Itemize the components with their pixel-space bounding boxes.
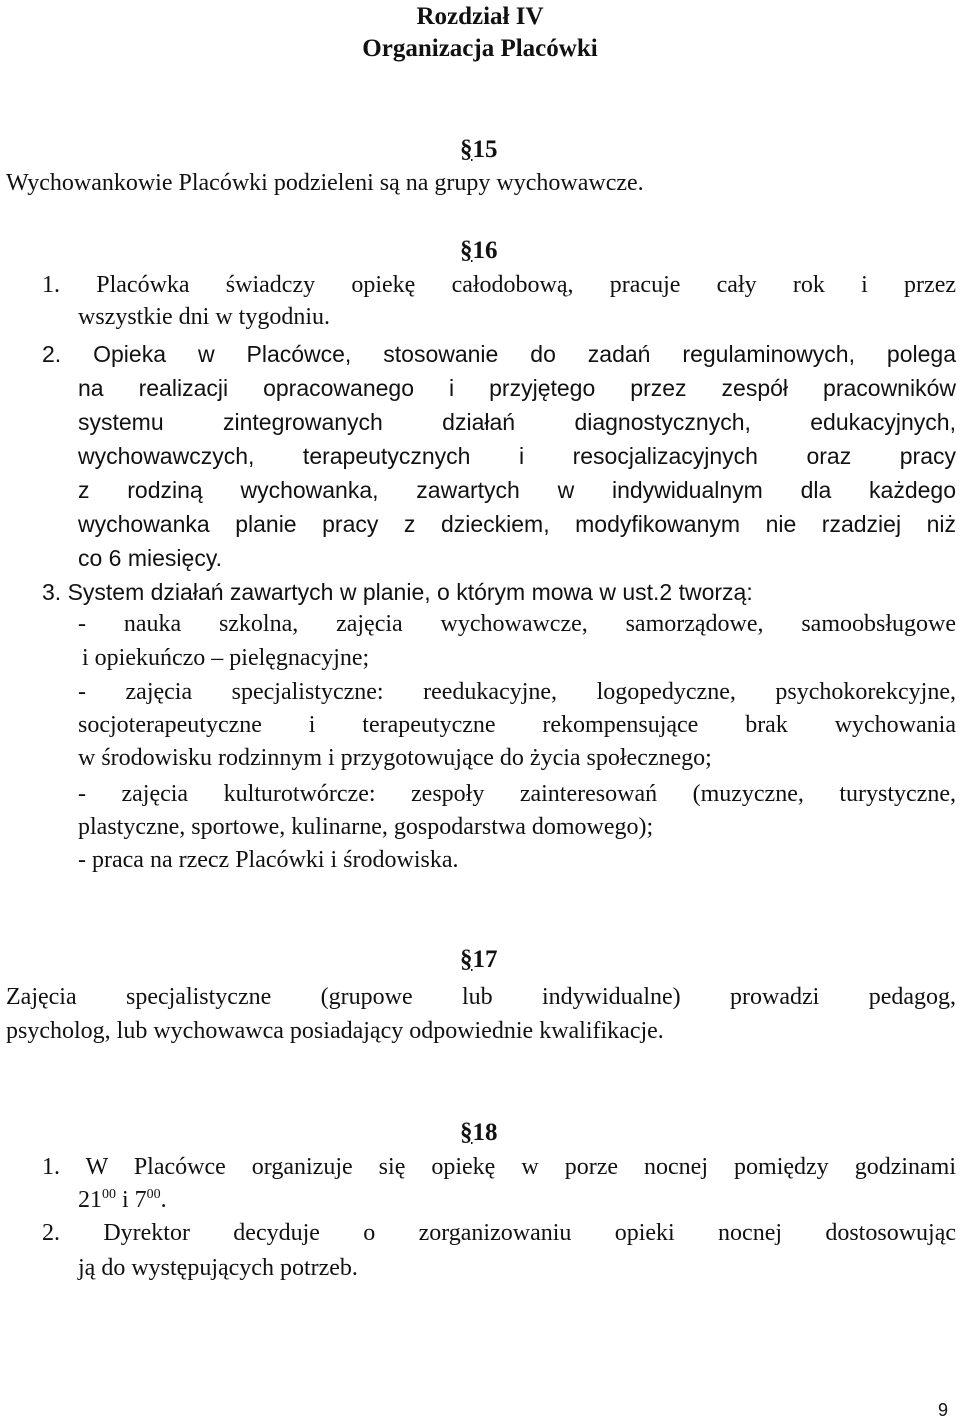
section-16-p1-line2: wszystkie dni w tygodniu. [78,304,330,330]
section-18-heading: §18 [460,1119,498,1146]
hour-start-minutes: 00 [102,1187,116,1202]
section-15-text: Wychowankowie Placówki podzieleni są na grupy wychowawcze. [6,170,644,196]
page-number: 9 [937,1400,948,1420]
hour-end-minutes: 00 [146,1187,161,1202]
section-15-heading: §15 [460,136,498,163]
section-16-p2-line1: 2. Opieka w Placówce, stosowanie do zadań regulaminowych, polega [42,341,956,367]
section-16-heading: §16 [460,237,498,264]
hour-start: 21 [78,1187,102,1213]
section-16-bullet4-line1: - praca na rzecz Placówki i środowiska. [78,847,459,873]
section-16-p2-line2: na realizacji opracowanego i przyjętego przez zespół pracowników [78,375,956,401]
section-16-bullet3-line1: - zajęcia kulturotwórcze: zespoły zainteresowań (muzyczne, turystyczne, [78,781,956,807]
section-18-p1-line2 [78,1185,167,1215]
section-17-line1: Zajęcia specjalistyczne (grupowe lub indywidualne) prowadzi pedagog, [6,984,956,1010]
section-16-p2-line3: systemu zintegrowanych działań diagnostycznych, edukacyjnych, [78,409,956,435]
section-16-bullet2-line1: - zajęcia specjalistyczne: reedukacyjne, logopedyczne, psychokorekcyjne, [78,679,956,705]
section-16-bullet2-line2: socjoterapeutyczne i terapeutyczne rekompensujące brak wychowania [78,712,956,738]
section-16-p2-line6: wychowanka planie pracy z dzieckiem, modyfikowanym nie rzadziej niż [78,511,956,537]
chapter-title: Rozdział IV [416,3,544,30]
section-18-p2-line1: 2. Dyrektor decyduje o zorganizowaniu opieki nocnej dostosowując [42,1220,956,1246]
sentence-end: . [160,1187,167,1213]
section-16-bullet3-line2: plastyczne, sportowe, kulinarne, gospodarstwa domowego); [78,814,654,840]
section-16-bullet2-line3: w środowisku rodzinnym i przygotowujące do życia społecznego; [78,745,712,771]
section-16-bullet1-line1: - nauka szkolna, zajęcia wychowawcze, samorządowe, samoobsługowe [78,611,956,637]
section-16-p1-line1: 1. Placówka świadczy opiekę całodobową, pracuje cały rok i przez [42,272,956,298]
chapter-subtitle: Organizacja Placówki [362,35,598,62]
section-18-p2-line2: ją do występujących potrzeb. [78,1255,358,1281]
section-17-heading: §17 [460,946,498,973]
section-16-bullet1-line2: i opiekuńczo – pielęgnacyjne; [82,645,370,671]
section-16-p2-line4: wychowawczych, terapeutycznych i resocjalizacyjnych oraz pracy [78,443,956,469]
section-16-p2-line5: z rodziną wychowanka, zawartych w indywidualnym dla każdego [78,477,956,503]
section-16-p2-line7: co 6 miesięcy. [78,545,223,571]
section-16-p3-line1: 3. System działań zawartych w planie, o którym mowa w ust.2 tworzą: [42,579,753,605]
section-17-line2: psycholog, lub wychowawca posiadający odpowiednie kwalifikacje. [6,1018,664,1044]
section-18-p1-line1: 1. W Placówce organizuje się opiekę w porze nocnej pomiędzy godzinami [42,1154,956,1180]
hour-connector: i 7 [116,1187,147,1213]
